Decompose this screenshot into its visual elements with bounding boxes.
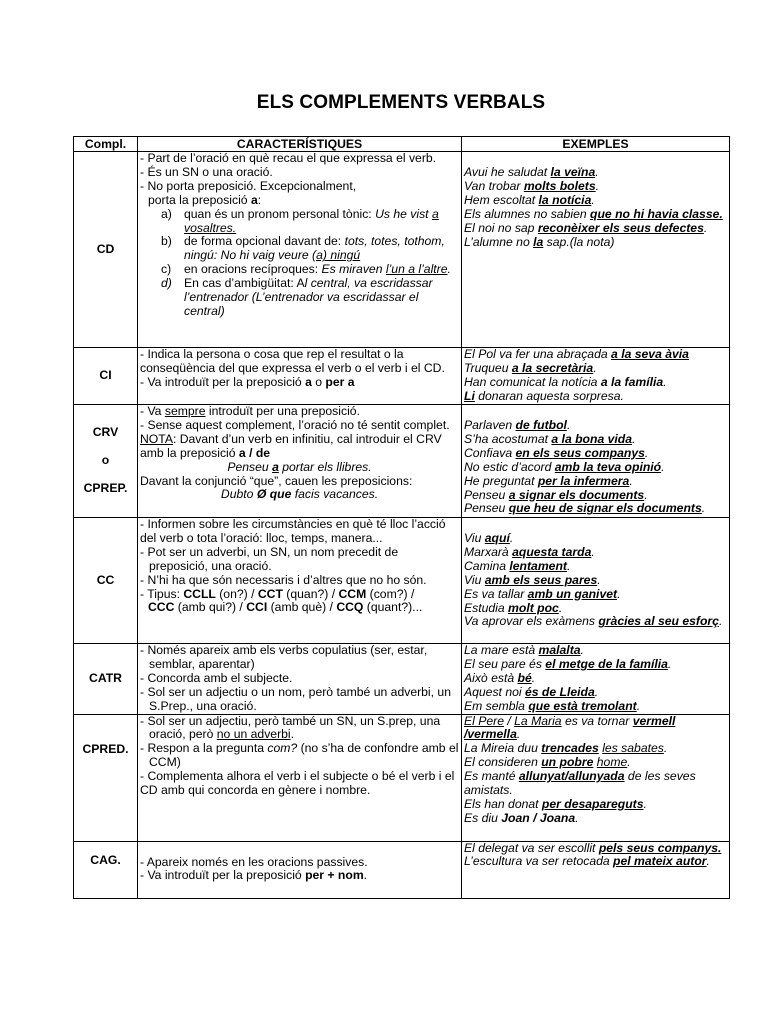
list-item: b) de forma opcional davant de: tots, totes, tothom, ningú: No hi vaig veure (a) ningú <box>161 234 445 263</box>
table-row-cpred <box>74 714 730 841</box>
example-line: Va aprovar els exàmens gràcies al seu esforç. <box>464 614 723 629</box>
crv-examples <box>462 405 730 518</box>
cc-characteristics <box>138 518 462 644</box>
row-label-cc: CC <box>74 518 138 644</box>
text-line: - Sense aquest complement, l’oració no té sentit complet. <box>140 417 450 432</box>
example-line: La mare està malalta. <box>464 643 584 657</box>
example-line: El noi no sap reconèixer els seus defectes. <box>464 220 708 235</box>
table-row-cc <box>74 518 730 644</box>
page-title: ELS COMPLEMENTS VERBALS <box>256 92 546 113</box>
text-line: - No porta preposició. Excepcionalment, <box>140 178 357 193</box>
text-line: Davant la conjunció “que”, cauen les preposicions: <box>140 473 413 488</box>
text-line: - Respon a la pregunta com? (no s’ha de confondre amb el CCM) <box>140 741 459 770</box>
text-line: - Va introduït per la preposició a o per a <box>140 374 355 389</box>
cd-examples <box>462 152 730 348</box>
table-row-cd <box>74 152 730 348</box>
row-label-ci: CI <box>74 348 138 405</box>
text-line: Dubto Ø que facis vacances. <box>220 487 379 502</box>
row-label-crv: CRV o CPREP. <box>74 405 138 518</box>
ci-examples <box>462 348 730 405</box>
text-line: - Part de l’oració en què recau el que expressa el verb. <box>140 151 437 165</box>
ci-characteristics <box>138 348 462 405</box>
text-line: porta la preposició a: <box>148 192 262 207</box>
example-line: La Mireia duu trencades les sabates. <box>464 741 668 756</box>
table-header-row <box>74 137 730 152</box>
example-line: Truqueu a la secretària. <box>464 360 597 375</box>
example-line: Això està bé. <box>464 670 536 685</box>
text-line: - Sol ser un adjectiu, però també un SN, un S.prep, una oració, però no un adverbi. <box>140 713 441 742</box>
text-line: - Va introduït per la preposició per + nom. <box>140 868 368 883</box>
cag-examples <box>462 841 730 898</box>
list-item: a) quan és un pronom personal tònic: Us he vist a vosaltres. <box>161 206 439 235</box>
header-compl: Compl. <box>74 137 138 152</box>
text-line: - Pot ser un adverbi, un SN, un nom precedit de preposició, una oració. <box>140 544 399 573</box>
example-line: Els alumnes no sabien que no hi havia classe. <box>464 206 723 221</box>
example-line: Els han donat per desapareguts. <box>464 796 647 811</box>
example-line: Van trobar molts bolets. <box>464 178 600 193</box>
row-label-cag: CAG. <box>74 841 138 898</box>
text-line: - Informen sobre les circumstàncies en què té lloc l’acció del verb o tota l’oració: lloc, temps, manera... <box>140 517 446 545</box>
example-line: Avui he saludat la veïna. <box>464 165 599 179</box>
example-line: Han comunicat la notícia a la família. <box>464 374 667 389</box>
text-line: - És un SN o una oració. <box>140 164 273 179</box>
complements-table <box>73 136 730 899</box>
text-line: - N’hi ha que són necessaris i d’altres que no ho són. <box>140 572 427 587</box>
example-line: Confiava en els seus companys. <box>464 445 649 460</box>
cag-characteristics <box>138 841 462 898</box>
example-line: Penseu a signar els documents. <box>464 487 648 502</box>
text-line: - Concorda amb el subjecte. <box>140 670 293 685</box>
cpred-characteristics <box>138 714 462 841</box>
text-line: - Només apareix amb els verbs copulatius (ser, estar, semblar, aparentar) <box>140 643 428 671</box>
example-line: Es diu Joan / Joana. <box>464 810 579 825</box>
list-item: c) en oracions recíproques: Es miraven l’un a l’altre. <box>161 262 451 277</box>
example-line: Es va tallar amb un ganivet. <box>464 586 621 601</box>
list-item: d) En cas d’ambigüitat: Al central, va escridassar l’entrenador (L’entrenador va escridassar el central) <box>161 276 433 318</box>
row-label-cpred: CPRED. <box>74 714 138 841</box>
example-line: Aquest noi és de Lleida. <box>464 684 599 699</box>
header-caracteristiques: CARACTERÍSTIQUES <box>138 137 462 152</box>
cd-characteristics <box>138 152 462 348</box>
row-label-cd: CD <box>74 152 138 348</box>
cpred-examples <box>462 714 730 841</box>
cd-sublist <box>140 208 459 319</box>
text-line: CCC (amb qui?) / CCI (amb què) / CCQ (quant?)... <box>148 600 423 615</box>
example-line: L’alumne no la sap.(la nota) <box>464 234 615 249</box>
row-label-catr: CATR <box>74 644 138 715</box>
text-line: - Complementa alhora el verb i el subjecte o bé el verb i el CD amb qui concorda en gènere i nombre. <box>140 769 455 798</box>
text-line: - Indica la persona o cosa que rep el resultat o la conseqüència del que expressa el verb o el verb i el CD. <box>140 347 445 375</box>
example-line: El delegat va ser escollit pels seus companys. <box>464 840 722 855</box>
example-line: Es manté allunyat/allunyada de les seves amistats. <box>464 769 696 798</box>
example-line: Camina lentament. <box>464 558 571 573</box>
text-line: NOTA: Davant d’un verb en infinitiu, cal introduir el CRV amb la preposició a / de <box>140 431 442 460</box>
text-line: - Tipus: CCLL (on?) / CCT (quan?) / CCM (com?) / <box>140 586 415 601</box>
example-line: Em sembla que està tremolant. <box>464 698 641 713</box>
text-line: - Sol ser un adjectiu o un nom, però també un adverbi, un S.Prep., una oració. <box>140 684 451 713</box>
table-row-ci <box>74 348 730 405</box>
table-row-cag <box>74 841 730 898</box>
text-line: - Va sempre introduït per una preposició. <box>140 404 360 418</box>
example-line: Viu aquí. <box>464 531 514 545</box>
catr-characteristics <box>138 644 462 715</box>
text-line: - Apareix només en les oracions passives. <box>140 854 368 869</box>
example-line: L’escultura va ser retocada pel mateix autor. <box>464 854 710 869</box>
example-line: Penseu que heu de signar els documents. <box>464 501 706 516</box>
table-row-catr <box>74 644 730 715</box>
example-line: El Pol va fer una abraçada a la seva àvia <box>464 347 689 361</box>
example-line: Hem escoltat la notícia. <box>464 192 595 207</box>
crv-characteristics <box>138 405 462 518</box>
example-line: He preguntat per la infermera. <box>464 473 633 488</box>
catr-examples <box>462 644 730 715</box>
example-line: Viu amb els seus pares. <box>464 572 601 587</box>
example-line: Parlaven de futbol. <box>464 418 571 432</box>
example-line: El consideren un pobre home. <box>464 755 631 770</box>
example-line: S’ha acostumat a la bona vida. <box>464 431 636 446</box>
text-line: Penseu a portar els llibres. <box>227 459 372 474</box>
table-row-crv <box>74 405 730 518</box>
example-line: El seu pare és el metge de la família. <box>464 656 672 671</box>
example-line: Marxarà aquesta tarda. <box>464 544 595 559</box>
example-line: Estudia molt poc. <box>464 600 563 615</box>
example-line: Li donaran aquesta sorpresa. <box>464 388 624 403</box>
example-line: El Pere / La Maria es va tornar vermell /vermella. <box>464 713 676 742</box>
header-exemples: EXEMPLES <box>462 137 730 152</box>
cc-examples <box>462 518 730 644</box>
example-line: No estic d’acord amb la teva opinió. <box>464 459 665 474</box>
